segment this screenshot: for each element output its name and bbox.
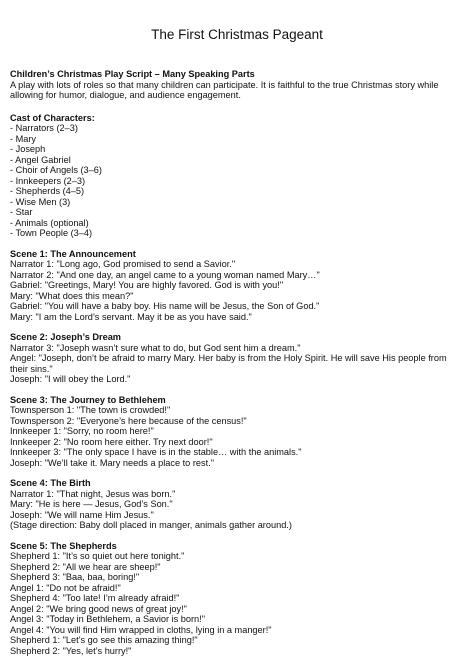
- script-line: Shepherd 3: "Baa, baa, boring!": [10, 572, 464, 583]
- cast-item: - Wise Men (3): [10, 197, 464, 208]
- script-line: Angel 4: "You will find Him wrapped in cloths, lying in a manger!": [10, 625, 464, 636]
- script-line: Innkeeper 2: "No room here either. Try next door!": [10, 437, 464, 448]
- cast-item: - Mary: [10, 134, 464, 145]
- script-line: Angel 1: "Do not be afraid!": [10, 583, 464, 594]
- scene-heading: Scene 2: Joseph’s Dream: [10, 332, 464, 343]
- cast-item: - Animals (optional): [10, 218, 464, 229]
- script-line: Angel 2: "We bring good news of great joy!": [10, 604, 464, 615]
- stage-direction: (Stage direction: Baby doll placed in manger, animals gather around.): [10, 520, 464, 531]
- scene-5-section: [10, 541, 464, 656]
- cast-item: - Choir of Angels (3–6): [10, 165, 464, 176]
- script-line: Innkeeper 3: "The only space I have is in the stable… with the animals.": [10, 447, 464, 458]
- script-line: Shepherd 1: "It’s so quiet out here tonight.": [10, 551, 464, 562]
- script-line: Mary: "He is here — Jesus, God’s Son.": [10, 499, 464, 510]
- script-line: Gabriel: "Greetings, Mary! You are highly favored. God is with you!": [10, 280, 464, 291]
- script-line: Narrator 1: "Long ago, God promised to send a Savior.": [10, 259, 464, 270]
- cast-item: - Town People (3–4): [10, 228, 464, 239]
- script-line: Joseph: "We will name Him Jesus.": [10, 510, 464, 521]
- cast-item: - Narrators (2–3): [10, 123, 464, 134]
- script-line: Narrator 1: "That night, Jesus was born.": [10, 489, 464, 500]
- script-description: A play with lots of roles so that many children can participate. It is faithful to the true Christmas story while allowing for humor, dialogue, and audience engagement.: [10, 80, 464, 101]
- script-line: Shepherd 2: "All we hear are sheep!": [10, 562, 464, 573]
- cast-list: [10, 123, 464, 239]
- cast-item: - Joseph: [10, 144, 464, 155]
- scene-heading: Scene 1: The Announcement: [10, 249, 464, 260]
- script-line: Angel: "Joseph, don’t be afraid to marry Mary. Her baby is from the Holy Spirit. He will save His people from their sins.": [10, 353, 464, 374]
- script-line: Joseph: "We’ll take it. Mary needs a place to rest.": [10, 458, 464, 469]
- cast-heading: Cast of Characters:: [10, 113, 464, 124]
- intro-section: [10, 69, 464, 101]
- cast-item: - Innkeepers (2–3): [10, 176, 464, 187]
- cast-item: - Star: [10, 207, 464, 218]
- scene-heading: Scene 3: The Journey to Bethlehem: [10, 395, 464, 406]
- page-title: The First Christmas Pageant: [10, 0, 464, 44]
- scene-heading: Scene 5: The Shepherds: [10, 541, 464, 552]
- scene-2-section: [10, 332, 464, 385]
- script-line: Shepherd 4: "Too late! I’m already afraid!": [10, 593, 464, 604]
- script-line: Shepherd 2: "Yes, let’s hurry!": [10, 646, 464, 656]
- scene-4-section: [10, 478, 464, 531]
- script-line: Joseph: "I will obey the Lord.": [10, 374, 464, 385]
- script-line: Angel 3: "Today in Bethlehem, a Savior is born!": [10, 614, 464, 625]
- cast-item: - Angel Gabriel: [10, 155, 464, 166]
- script-line: Shepherd 1: "Let’s go see this amazing thing!": [10, 635, 464, 646]
- script-line: Narrator 2: "And one day, an angel came to a young woman named Mary…": [10, 270, 464, 281]
- script-line: Innkeeper 1: "Sorry, no room here!": [10, 426, 464, 437]
- cast-item: - Shepherds (4–5): [10, 186, 464, 197]
- scene-3-section: [10, 395, 464, 469]
- scene-1-section: [10, 249, 464, 323]
- scene-heading: Scene 4: The Birth: [10, 478, 464, 489]
- script-line: Townsperson 2: "Everyone’s here because of the census!": [10, 416, 464, 427]
- script-line: Gabriel: "You will have a baby boy. His name will be Jesus, the Son of God.": [10, 301, 464, 312]
- script-line: Narrator 3: "Joseph wasn’t sure what to do, but God sent him a dream.": [10, 343, 464, 354]
- script-line: Mary: "What does this mean?": [10, 291, 464, 302]
- script-subtitle: Children’s Christmas Play Script – Many Speaking Parts: [10, 69, 464, 80]
- script-line: Townsperson 1: "The town is crowded!": [10, 405, 464, 416]
- script-line: Mary: "I am the Lord’s servant. May it be as you have said.": [10, 312, 464, 323]
- cast-section: [10, 113, 464, 239]
